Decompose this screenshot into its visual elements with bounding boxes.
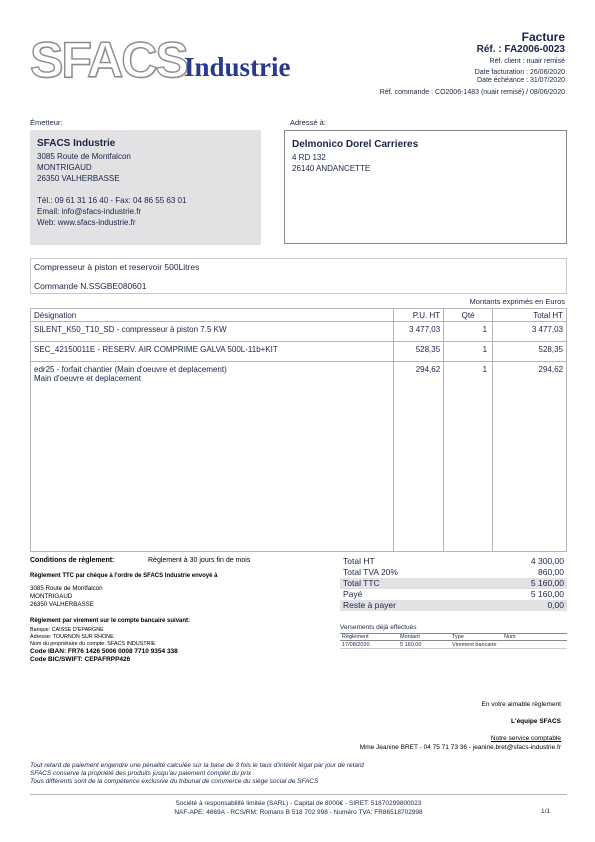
cheque-address1: 3085 Route de Montfalcon — [30, 585, 103, 592]
emitter-email[interactable]: Email: info@sfacs-industrie.fr — [37, 207, 142, 216]
legal-line3: Tous différents sont de la compétence exclusive du tribunal de commerce du siège social de SFACS — [30, 778, 319, 785]
payments-header-type: Type — [452, 634, 464, 640]
payment-row — [340, 641, 567, 649]
bank-name: Banque: CAISSE D'EPARGNE — [30, 627, 104, 633]
total-label: Payé — [343, 589, 363, 599]
row-total: 294,62 — [493, 362, 567, 552]
footer-line2: NAF-APE: 4669A - RCS/RM: Romans B 518 702 998 - Numéro TVA: FR86518702998 — [174, 809, 423, 816]
recipient-address2: 26140 ANDANCETTE — [292, 164, 371, 173]
closing-line1: En votre aimable règlement — [481, 701, 561, 708]
total-label: Total TTC — [343, 578, 380, 588]
payment-type: Virement bancaire — [452, 642, 497, 648]
row-designation — [31, 362, 394, 552]
total-tva-row — [340, 567, 567, 578]
bic-code: Code BIC/SWIFT: CEPAFRPP426 — [30, 656, 131, 663]
invoice-ref: Réf. : FA2006-0023 — [476, 44, 565, 55]
closing-contact: Mme Jeanine BRET - 04 75 71 73 36 - jeanine.bret@sfacs-industrie.fr — [359, 744, 561, 751]
closing-service: Notre service comptable — [490, 735, 561, 742]
table-row — [31, 362, 567, 552]
row-unit-price: 3 477,03 — [394, 322, 444, 342]
total-value: 4 300,00 — [530, 556, 564, 566]
conditions-label: Conditions de règlement: — [30, 557, 115, 564]
due-date: Date échéance : 31/07/2020 — [477, 77, 565, 84]
footer-divider — [30, 794, 567, 795]
client-ref: Réf. client : nuair remisé — [489, 58, 565, 65]
recipient-label: Adressé à: — [290, 118, 326, 127]
row-total: 3 477,03 — [493, 322, 567, 342]
row-quantity: 1 — [444, 342, 493, 362]
header-designation: Désignation — [31, 309, 394, 322]
logo-wordmark: SFACS — [30, 32, 187, 88]
payments-header-amount: Montant — [400, 634, 420, 640]
total-label: Total TVA 20% — [343, 567, 398, 577]
table-row — [31, 322, 567, 342]
row-quantity: 1 — [444, 322, 493, 342]
conditions-value: Règlement à 30 jours fin de mois — [148, 557, 251, 564]
emitter-label: Émetteur: — [30, 118, 63, 127]
total-ht-row — [340, 556, 567, 567]
legal-notes — [30, 762, 364, 786]
emitter-address1: 3085 Route de Montfalcon — [37, 152, 131, 161]
iban-code: Code IBAN: FR76 1426 5006 0008 7710 9354 338 — [30, 648, 178, 655]
row-designation: SILENT_K50_T10_SD - compresseur à piston 7.5 KW — [31, 322, 394, 342]
invoice-title: Facture — [521, 30, 565, 44]
payment-num — [504, 641, 567, 648]
row-designation-detail: Main d'oeuvre et deplacement — [34, 374, 141, 383]
description-line2: Commande N.SSGBE080601 — [34, 281, 147, 291]
payment-conditions — [30, 557, 315, 664]
emitter-web[interactable]: Web: www.sfacs-industrie.fr — [37, 218, 136, 227]
row-unit-price: 528,35 — [394, 342, 444, 362]
table-row — [31, 342, 567, 362]
footer-line1: Société à responsabilité limitée (SARL) - Capital de 8000€ - SIRET: 51870299800023 — [175, 800, 422, 807]
currency-note: Montants exprimés en Euros — [469, 297, 565, 306]
description-box — [30, 258, 567, 294]
recipient-box — [284, 130, 567, 244]
payments-header-num: Num — [504, 634, 516, 640]
header-total: Total HT — [493, 309, 567, 322]
cheque-address3: 26350 VALHERBASSE — [30, 601, 94, 608]
total-label: Total HT — [343, 556, 375, 566]
total-ttc-row — [340, 578, 567, 589]
description-line1: Compresseur à piston et reservoir 500Litres — [34, 262, 200, 272]
row-designation: SEC_42150011E - RESERV. AIR COMPRIME GALVA 500L-11b+KIT — [31, 342, 394, 362]
row-unit-price: 294,62 — [394, 362, 444, 552]
total-value: 860,00 — [538, 567, 564, 577]
logo-suffix: Industrie — [184, 52, 291, 82]
row-quantity: 1 — [444, 362, 493, 552]
payments-title: Versements déjà effectués — [340, 624, 417, 631]
payment-amount: 5 160,00 — [400, 642, 422, 648]
cheque-address2: MONTRIGAUD — [30, 593, 73, 600]
emitter-name: SFACS Industrie — [37, 138, 116, 149]
emitter-box — [30, 130, 261, 245]
legal-line1: Tout retard de paiement engendre une pénalité calculée sur la base de 3 fois le taux d'intérêt légal par jour de retard — [30, 762, 364, 769]
items-table — [30, 308, 567, 552]
order-ref: Réf. commande : CO2006-1483 (nuair remisé) / 08/06/2020 — [379, 89, 565, 96]
cheque-title: Règlement TTC par chèque à l'ordre de SFACS Industrie envoyé à — [30, 573, 218, 579]
header-quantity: Qté — [444, 309, 493, 322]
invoice-date: Date facturation : 26/06/2020 — [474, 69, 565, 76]
row-designation-main: edr25 - forfait chantier (Main d'oeuvre et deplacement) — [34, 365, 227, 374]
total-value: 5 160,00 — [530, 578, 564, 588]
closing-signature: L'équipe SFACS — [511, 718, 561, 725]
total-label: Reste à payer — [343, 600, 396, 610]
bank-address: Adresse: TOURNON SUR RHONE — [30, 634, 114, 640]
legal-line2: SFACS conserve la propriété des produits jusqu'au paiement complet du prix — [30, 770, 252, 777]
payment-date: 17/08/2020 — [342, 642, 370, 648]
payments-header — [340, 633, 567, 641]
emitter-address2: MONTRIGAUD — [37, 163, 92, 172]
page-number: 1/1 — [540, 808, 550, 815]
row-total: 528,35 — [493, 342, 567, 362]
paid-row — [340, 589, 567, 600]
payments-made — [340, 624, 567, 649]
account-owner: Nom du propriétaire du compte: SFACS INDUSTRIE — [30, 641, 156, 647]
payments-header-date: Règlement — [342, 634, 369, 640]
header-unit-price: P.U. HT — [394, 309, 444, 322]
recipient-name: Delmonico Dorel Carrieres — [292, 139, 419, 150]
company-logo — [30, 32, 320, 92]
emitter-phone: Tél.: 09 61 31 16 40 - Fax: 04 86 55 63 01 — [37, 196, 187, 205]
footer — [30, 799, 567, 817]
remaining-row — [340, 600, 567, 611]
emitter-address3: 26350 VALHERBASSE — [37, 174, 120, 183]
totals-block — [340, 556, 567, 611]
recipient-address1: 4 RD 132 — [292, 153, 326, 162]
virement-title: Règlement par virement sur le compte bancaire suivant: — [30, 618, 191, 624]
total-value: 0,00 — [547, 600, 564, 610]
total-value: 5 160,00 — [530, 589, 564, 599]
